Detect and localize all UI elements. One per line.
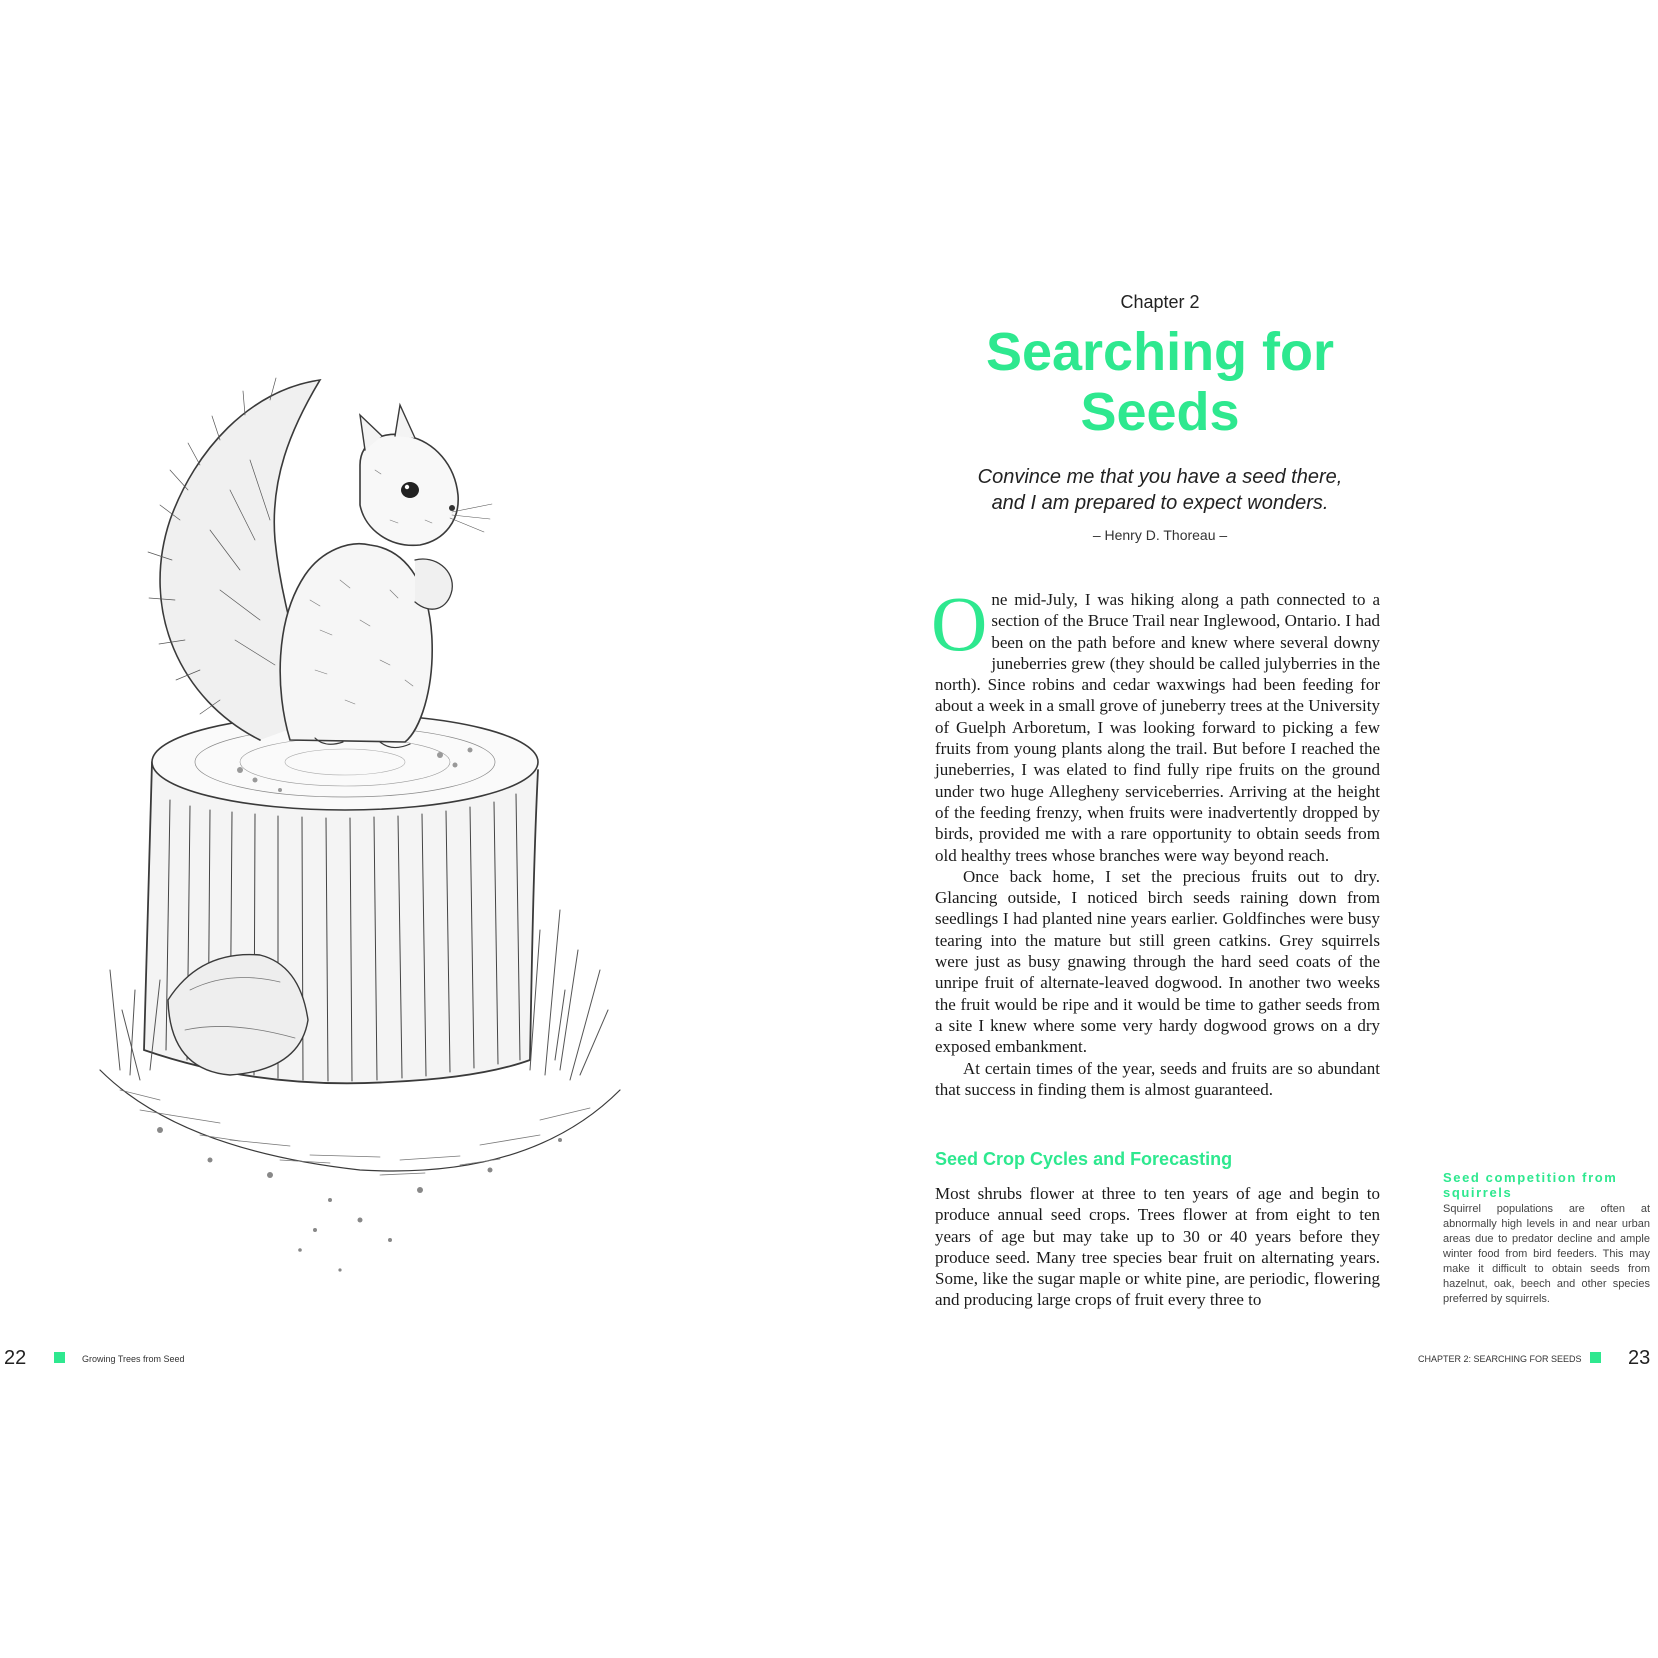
running-head-right: CHAPTER 2: SEARCHING FOR SEEDS — [1418, 1354, 1582, 1364]
drop-cap: O — [931, 580, 988, 667]
chapter-title-line-1: Searching for — [985, 322, 1335, 382]
chapter-title-line-2: Seeds — [1080, 382, 1240, 442]
epigraph-line-1: Convince me that you have a seed there, — [977, 466, 1343, 488]
footer-marker-right — [1590, 1352, 1601, 1363]
squirrel-illustration — [60, 370, 660, 1330]
footer-marker-left — [54, 1352, 65, 1363]
running-head-left: Growing Trees from Seed — [82, 1354, 185, 1364]
sidebar-text: Squirrel populations are often at abnormally high levels in and near urban areas due to predator decline and ample winter food from bird feeders. This may make it difficult to obtain seeds from hazelnut, oak, beech and other species preferred by squirrels. — [1443, 1203, 1650, 1305]
sidebar-note — [1443, 1170, 1650, 1307]
paragraph-2: Once back home, I set the precious fruits out to dry. Glancing outside, I noticed birch seeds raining down from seedlings I had planted nine years earlier. Goldfinches were busy tearing into the mature but still green catkins. Grey squirrels were just as busy gnawing through the hard seed coats of the unripe fruit of alternate-leaved dogwood. In another two weeks the fruit would be ripe and it would be time to gather seeds from a site I knew where some very hardy dogwood grows on a dry exposed embankment. — [935, 866, 1380, 1057]
section-body — [935, 1183, 1380, 1311]
epigraph-line-2: and I am prepared to expect wonders. — [991, 492, 1329, 514]
page-number-left: 22 — [4, 1347, 27, 1369]
epigraph — [900, 464, 1420, 516]
chapter-title — [900, 322, 1420, 442]
paragraph-1-text: ne mid-July, I was hiking along a path connected to a section of the Bruce Trail near Inglewood, Ontario. I had been on the path before and knew where several downy juneberries grew (they should be called julyberries in the north). Since robins and cedar waxwings had been feeding for about a week in a small grove of juneberry trees at the University of Guelph Arboretum, I was looking forward to picking a few fruits from young plants along the trail. But before I reached the juneberries, I was elated to find fully ripe fruits on the ground under two huge Allegheny serviceberries. Arriving at the height of the feeding frenzy, when fruits were inadvertently dropped by birds, provided me with a rare opportunity to obtain seeds from old healthy trees whose branches were way beyond reach. — [935, 590, 1380, 865]
chapter-label: Chapter 2 — [1120, 292, 1200, 312]
body-text — [931, 580, 1380, 1100]
page-number-right: 23 — [1628, 1347, 1651, 1369]
epigraph-author: – Henry D. Thoreau – — [1092, 527, 1228, 543]
section-heading: Seed Crop Cycles and Forecasting — [935, 1149, 1233, 1169]
paragraph-1 — [931, 580, 1380, 866]
sidebar-title: Seed competition from squirrels — [1443, 1170, 1618, 1200]
paragraph-3: At certain times of the year, seeds and fruits are so abundant that success in finding them is almost guaranteed. — [935, 1058, 1380, 1099]
section-paragraph: Most shrubs flower at three to ten years of age and begin to produce annual seed crops. Trees flower at from eight to ten years of age but may take up to 30 or 40 years before they produce seed. Many tree species bear fruit on alternating years. Some, like the sugar maple or white pine, are periodic, flowering and producing large crops of fruit every three to — [935, 1184, 1380, 1310]
